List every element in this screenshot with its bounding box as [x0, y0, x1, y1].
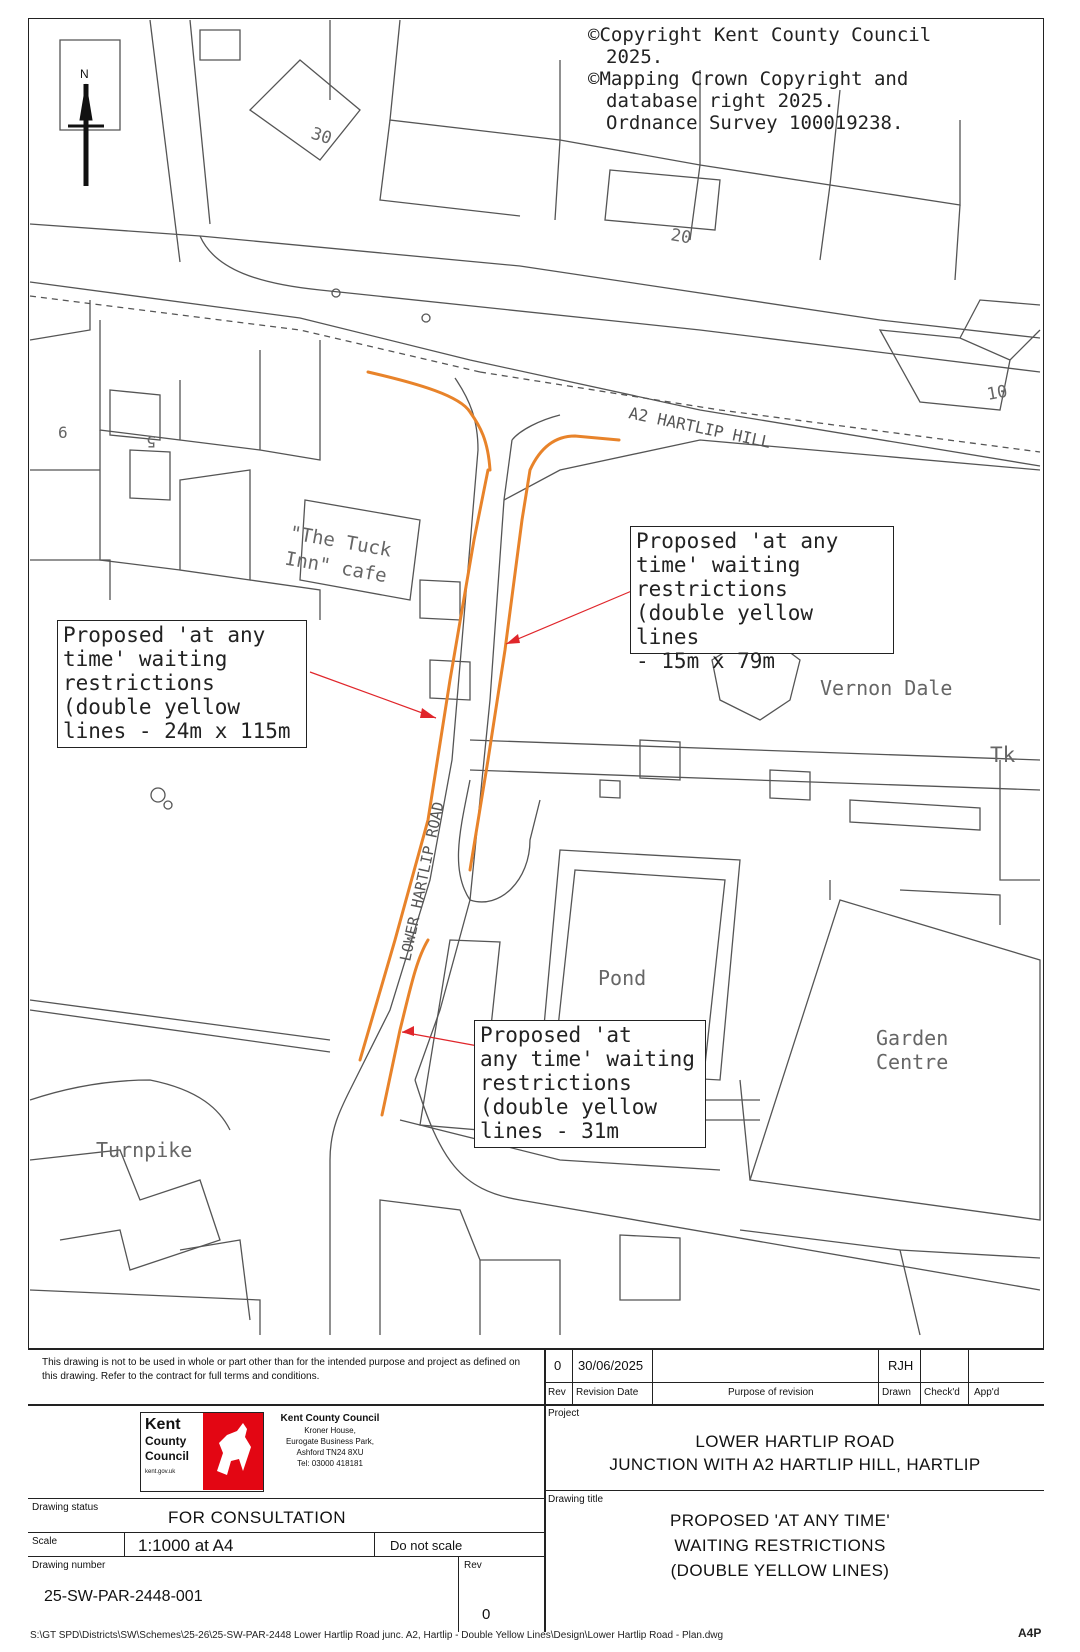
scale-value: 1:1000 at A4: [138, 1536, 234, 1555]
rev-header-purpose: Purpose of revision: [728, 1387, 814, 1398]
copyright-notice: [588, 24, 931, 134]
copyright-line-3: ©Mapping Crown Copyright and: [588, 68, 909, 90]
project-line-2: JUNCTION WITH A2 HARTLIP HILL, HARTLIP: [609, 1455, 981, 1474]
title-label: Drawing title: [548, 1494, 604, 1505]
label-house-6: 6: [58, 423, 68, 442]
callout-left: Proposed 'at any time' waiting restrictions (double yellow lines - 24m x 115m: [57, 620, 307, 748]
do-not-scale: Do not scale: [390, 1538, 463, 1553]
north-label: N: [80, 67, 89, 81]
rev-label: Rev: [464, 1560, 482, 1571]
project-line-1: LOWER HARTLIP ROAD: [695, 1432, 895, 1451]
drawing-status: FOR CONSULTATION: [168, 1508, 346, 1527]
kent-horse-icon: [203, 1413, 263, 1490]
label-garden-centre: Garden Centre: [876, 1026, 949, 1074]
rev-header-date: Revision Date: [576, 1387, 639, 1398]
logo-line-2: County: [145, 1434, 187, 1448]
project-name: [546, 1430, 1044, 1476]
label-pond: Pond: [598, 966, 647, 990]
rev-header-drawn: Drawn: [882, 1387, 911, 1398]
logo-web: kent.gov.uk: [145, 1469, 176, 1475]
council-address: [274, 1412, 386, 1469]
title-line-1: PROPOSED 'AT ANY TIME': [670, 1511, 890, 1530]
status-label: Drawing status: [32, 1502, 99, 1513]
label-house-30: 30: [308, 123, 335, 150]
title-line-3: (DOUBLE YELLOW LINES): [670, 1561, 890, 1580]
copyright-line-2: 2025.: [606, 46, 664, 68]
rev-number: 0: [554, 1358, 562, 1373]
label-tk: Tk: [990, 743, 1016, 767]
disclaimer: This drawing is not to be used in whole or part other than for the intended purpose and project as defined on this drawing. Refer to the contract for full terms and conditions.: [42, 1357, 521, 1382]
label-vernon-dale: Vernon Dale: [820, 676, 953, 700]
callout-bottom: Proposed 'at any time' waiting restrictions (double yellow lines - 31m: [474, 1020, 706, 1148]
label-house-20: 20: [669, 225, 693, 249]
label-house-5: 5: [146, 432, 156, 451]
title-block: [28, 1348, 1044, 1632]
rev-header-rev: Rev: [548, 1387, 566, 1398]
paper-size: A4P: [1018, 1626, 1042, 1640]
rev-value: 0: [482, 1606, 491, 1623]
project-label: Project: [548, 1408, 580, 1419]
rev-date: 30/06/2025: [578, 1358, 644, 1373]
copyright-line-5: Ordnance Survey 100019238.: [606, 112, 904, 134]
kcc-logo: [140, 1412, 264, 1492]
address-line-3: Ashford TN24 8XU: [296, 1448, 364, 1457]
drawing-title: [546, 1508, 1014, 1583]
title-line-2: WAITING RESTRICTIONS: [674, 1536, 886, 1555]
drawing-number: 25-SW-PAR-2448-001: [44, 1588, 203, 1605]
scale-label: Scale: [32, 1536, 58, 1547]
label-lower-hartlip-road: LOWER HARTLIP ROAD: [396, 800, 448, 963]
address-line-1: Kroner House,: [304, 1426, 356, 1435]
label-a2-hartlip-hill: A2 HARTLIP HILL: [627, 403, 773, 452]
copyright-line-1: ©Copyright Kent County Council: [588, 24, 932, 46]
number-label: Drawing number: [32, 1560, 106, 1571]
rev-drawn: RJH: [888, 1358, 914, 1373]
copyright-line-4: database right 2025.: [606, 90, 835, 112]
label-tuck-inn: "The Tuck Inn" cafe: [283, 521, 394, 588]
logo-line-1: Kent: [145, 1416, 181, 1433]
callout-right: Proposed 'at any time' waiting restrictions (double yellow lines - 15m x 79m: [630, 526, 894, 654]
address-line-2: Eurogate Business Park,: [285, 1437, 375, 1446]
label-turnpike: Turnpike: [96, 1138, 193, 1162]
rev-header-checked: Check'd: [924, 1387, 960, 1398]
logo-line-3: Council: [145, 1449, 189, 1463]
address-name: Kent County Council: [280, 1413, 380, 1424]
label-house-10: 10: [985, 381, 1010, 405]
rev-header-approved: App'd: [974, 1387, 1000, 1398]
address-line-4: Tel: 03000 418181: [297, 1459, 363, 1468]
file-path: S:\GT SPD\Districts\SW\Schemes\25-26\25-SW-PAR-2448 Lower Hartlip Road junc. A2, Hartlip - Double Yellow Lines\Design\Lower Hartlip Road - Plan.dwg: [30, 1630, 724, 1641]
